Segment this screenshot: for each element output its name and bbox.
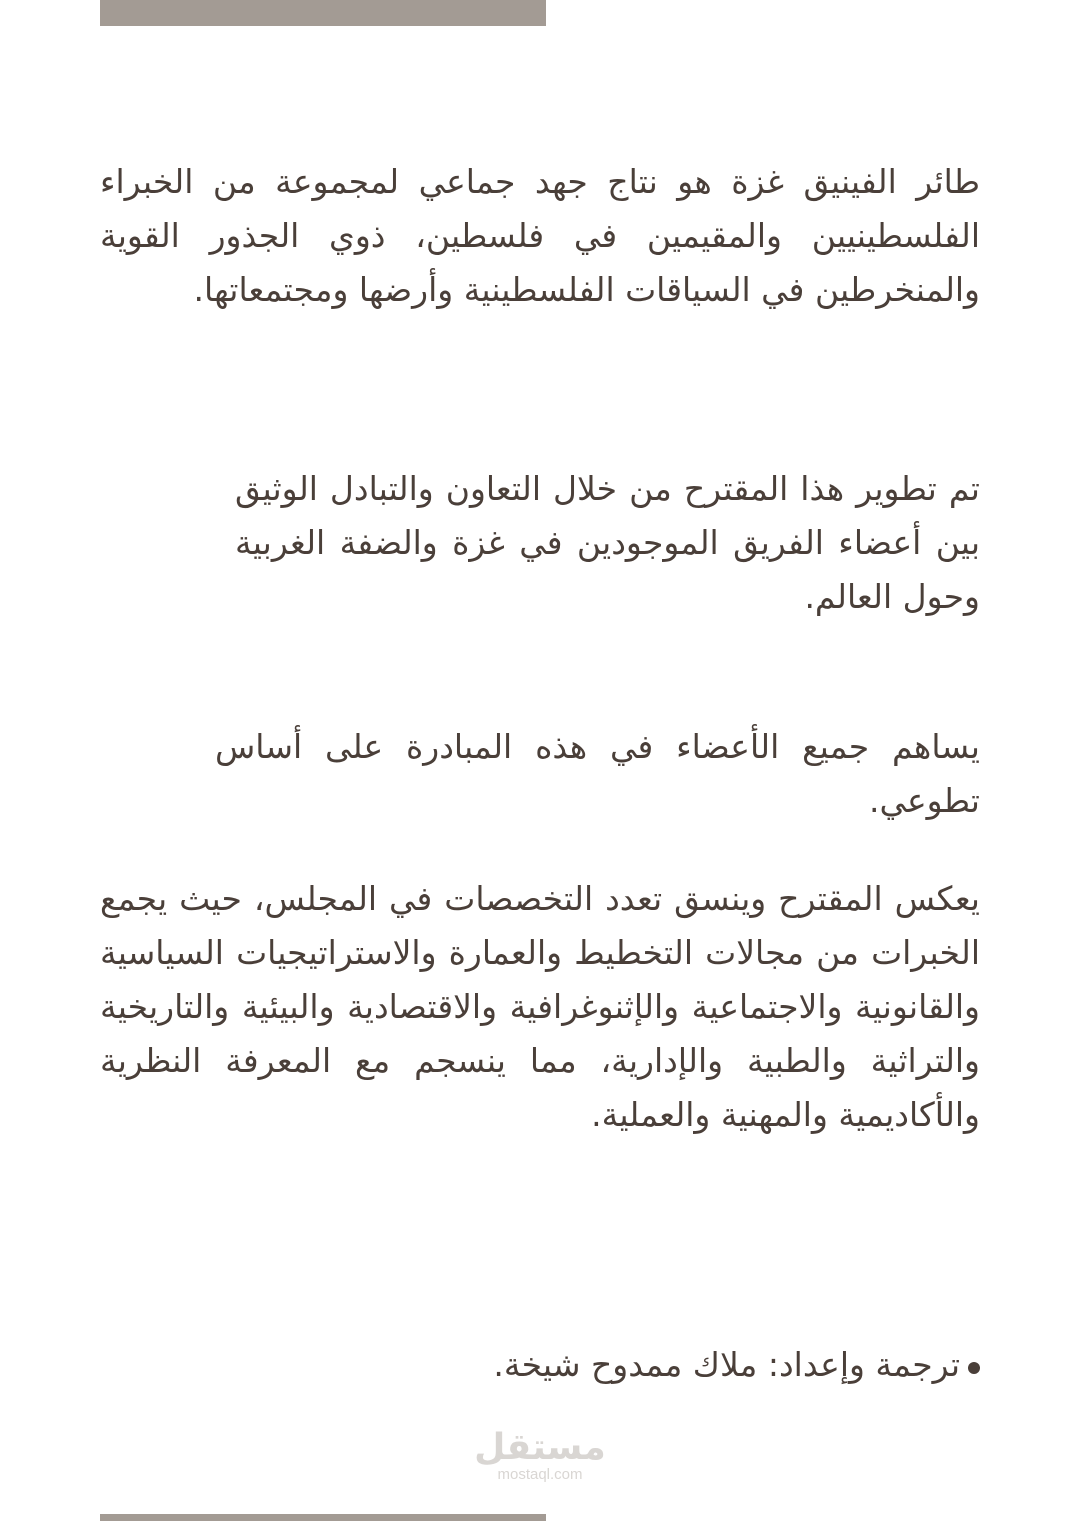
paragraph-disciplines: يعكس المقترح وينسق تعدد التخصصات في المجلس، حيث يجمع الخبرات من مجالات التخطيط والعمارة والاستراتيجيات السياسية والقانونية والاجتماعية والإثنوغرافية والاقتصادية والبيئية والتاريخية والتراثية والطبية والإدارية، مما ينسجم مع المعرفة النظرية والأكاديمية والمهنية والعملية.	[100, 879, 980, 1134]
paragraph-collaboration: تم تطوير هذا المقترح من خلال التعاون والتبادل الوثيق بين أعضاء الفريق الموجودين في غزة والضفة الغربية وحول العالم.	[235, 469, 980, 616]
watermark-url: mostaql.com	[497, 1466, 583, 1483]
paragraph-volunteer: يساهم جميع الأعضاء في هذه المبادرة على أساس تطوعي.	[215, 727, 980, 820]
watermark-logo: مستقل	[474, 1427, 606, 1468]
top-decorative-bar	[100, 0, 546, 26]
bottom-decorative-bar	[100, 1514, 546, 1521]
bullet-icon	[968, 1362, 980, 1374]
credit-line	[493, 1338, 980, 1392]
watermark	[470, 1427, 610, 1484]
paragraph-team-intro: طائر الفينيق غزة هو نتاج جهد جماعي لمجموعة من الخبراء الفلسطينيين والمقيمين في فلسطين، ذوي الجذور القوية والمنخرطين في السياقات الفلسطينية وأرضها ومجتمعاتها.	[100, 162, 980, 309]
credit-text: ترجمة وإعداد: ملاك ممدوح شيخة.	[493, 1345, 960, 1384]
